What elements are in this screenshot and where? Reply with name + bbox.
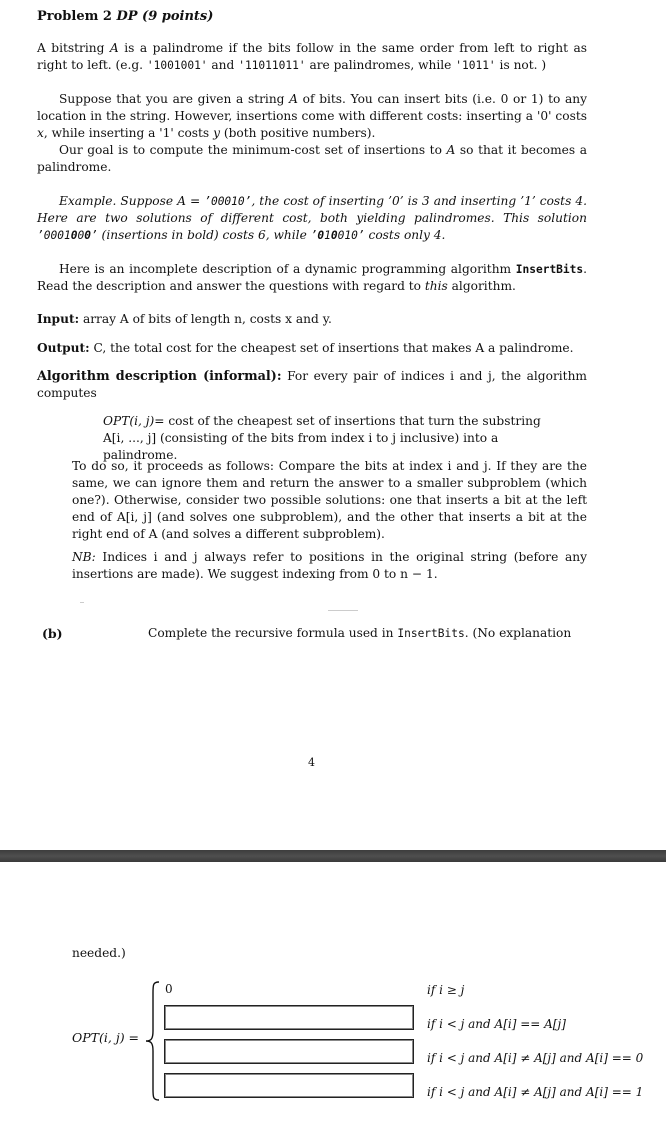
opt-definition: OPT(i, j)= cost of the cheapest set of insertions that turn the substring A[i, ..., j] (consisting of the bits from index i to j inclusive) into a palindrome.	[103, 414, 541, 462]
answer-box-left-one[interactable]	[164, 1073, 414, 1098]
condition-bits-equal: if i < j and A[i] == A[j]	[427, 1017, 566, 1031]
answer-box-equal-bits[interactable]	[164, 1005, 414, 1030]
incomplete-description-paragraph: Here is an incomplete description of a dynamic programming algorithm InsertBits. Read the description and answer the questions with regard to this algorithm.	[37, 262, 587, 293]
procedure-paragraph: To do so, it proceeds as follows: Compare the bits at index i and j. If they are the same, we can ignore them and return the answer to a smaller subproblem (which one?). Otherwise, consider two possible solutions: one that inserts a bit at the left end of A[i, j] (and solves one subproblem), and the other that inserts a bit at the right end of A (and solves a different subproblem).	[72, 459, 587, 541]
part-b-label: (b)	[42, 626, 63, 641]
insertion-cost-paragraph: Suppose that you are given a string A of bits. You can insert bits (i.e. 0 or 1) to any location in the string. However, insertions come with different costs: inserting a '0' costs x, while inserting a '1' costs y (both positive numbers).	[37, 92, 587, 140]
algorithm-description: Algorithm description (informal): For every pair of indices i and j, the algorithm computes	[37, 369, 587, 400]
condition-bits-differ-zero: if i < j and A[i] ≠ A[j] and A[i] == 0	[427, 1051, 644, 1065]
intro-paragraph: A bitstring A is a palindrome if the bits follow in the same order from left to right as right to left. (e.g. '1001001' and '11011011' are palindromes, while '1011' is not. )	[37, 41, 587, 72]
nb-paragraph: NB: Indices i and j always refer to positions in the original string (before any insertions are made). We suggest indexing from 0 to n − 1.	[72, 550, 587, 581]
scan-mark	[328, 610, 358, 611]
part-b-question: Complete the recursive formula used in InsertBits. (No explanation	[148, 626, 572, 640]
output-line: Output: C, the total cost for the cheapest set of insertions that makes A a palindrome.	[37, 341, 574, 355]
part-b-question-continued: needed.)	[72, 946, 126, 960]
scan-mark	[80, 602, 84, 603]
goal-paragraph: Our goal is to compute the minimum-cost set of insertions to A so that it becomes a palindrome.	[37, 143, 587, 174]
base-case-value: 0	[165, 982, 173, 996]
opt-formula-lhs: OPT(i, j) =	[72, 1030, 140, 1045]
page-number: 4	[308, 756, 315, 769]
page-separator	[0, 850, 666, 862]
left-brace-icon	[143, 981, 161, 1101]
exam-page-bottom	[0, 862, 666, 1122]
problem-title: Problem 2 DP (9 points)	[37, 9, 214, 24]
example-paragraph: Example. Suppose A = ’00010’, the cost of inserting ’0’ is 3 and inserting ’1’ costs 4. Here are two solutions of different cost, both yielding palindromes. This solution ’0001000’ (insertions in bold) costs 6, while ’010010’ costs only 4.	[37, 194, 588, 242]
input-line: Input: array A of bits of length n, costs x and y.	[37, 312, 332, 326]
answer-box-left-zero[interactable]	[164, 1039, 414, 1064]
condition-base-case: if i ≥ j	[427, 983, 465, 997]
condition-bits-differ-one: if i < j and A[i] ≠ A[j] and A[i] == 1	[427, 1085, 644, 1099]
